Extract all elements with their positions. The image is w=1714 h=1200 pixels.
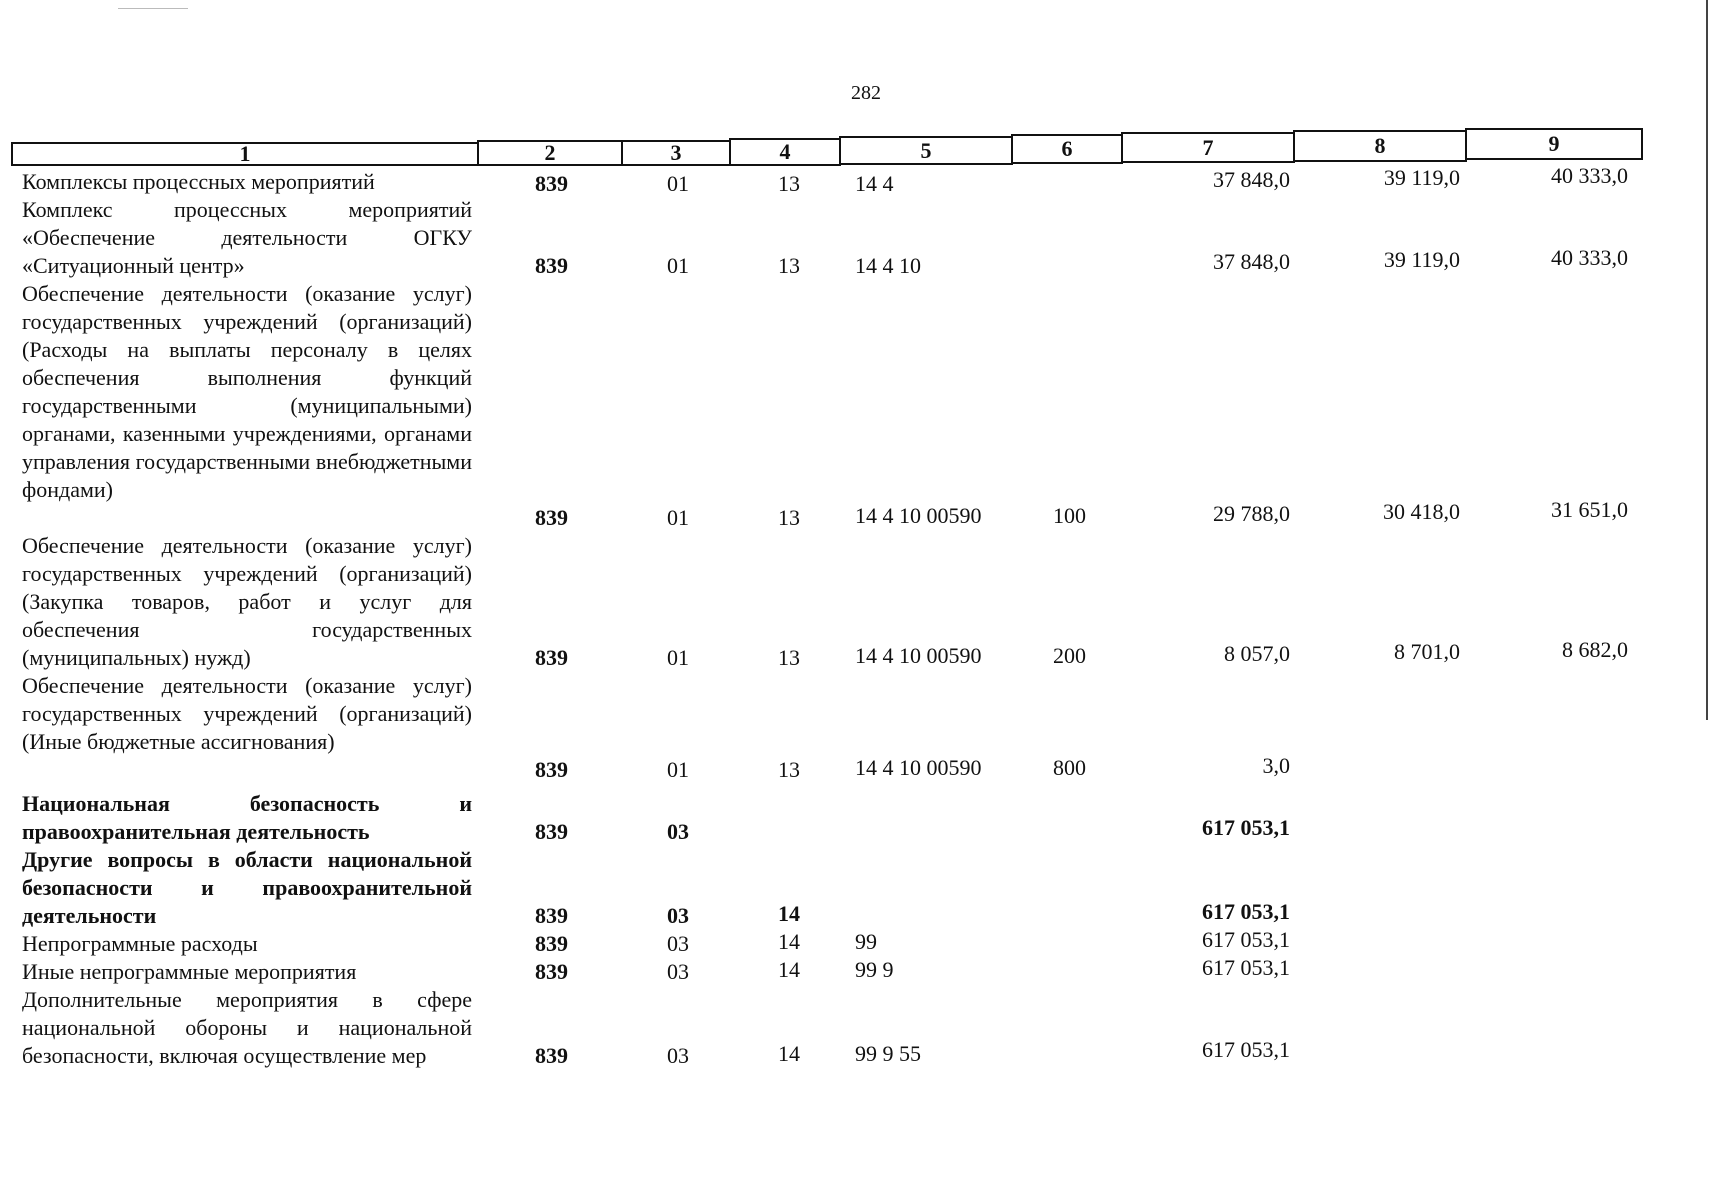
row-col-3: 03 <box>667 819 689 844</box>
row-description: Иные непрограммные мероприятия <box>22 959 357 984</box>
row-col-3: 01 <box>667 645 689 670</box>
row-col-4: 13 <box>778 757 800 782</box>
row-col-4: 13 <box>778 505 800 530</box>
row-description: Национальная безопасность и правоохранительная деятельность <box>22 791 472 844</box>
header-col-2: 2 <box>477 140 623 166</box>
row-col-2: 839 <box>535 171 568 196</box>
row-col-3: 03 <box>667 903 689 928</box>
row-col-2: 839 <box>535 645 568 670</box>
row-col-9: 8 682,0 <box>1562 637 1628 662</box>
row-col-2: 839 <box>535 1043 568 1068</box>
row-col-6: 800 <box>1053 755 1086 780</box>
row-col-2: 839 <box>535 757 568 782</box>
row-col-5: 14 4 10 00590 <box>855 503 982 528</box>
row-col-3: 01 <box>667 505 689 530</box>
row-col-8: 30 418,0 <box>1383 499 1460 524</box>
row-col-3: 03 <box>667 1043 689 1068</box>
row-col-8: 8 701,0 <box>1394 639 1460 664</box>
header-col-9: 9 <box>1465 128 1643 160</box>
row-col-7: 617 053,1 <box>1202 1037 1290 1062</box>
row-col-6: 200 <box>1053 643 1086 668</box>
header-col-1: 1 <box>11 142 479 166</box>
header-col-8: 8 <box>1293 130 1467 162</box>
row-col-4: 14 <box>778 901 800 926</box>
row-description: Комплекс процессных мероприятий «Обеспечение деятельности ОГКУ «Ситуационный центр» <box>22 197 472 278</box>
row-col-5: 14 4 10 00590 <box>855 755 982 780</box>
row-description: Другие вопросы в области национальной безопасности и правоохранительной деятельности <box>22 847 472 928</box>
row-col-3: 01 <box>667 171 689 196</box>
row-col-7: 617 053,1 <box>1202 899 1290 924</box>
row-col-9: 31 651,0 <box>1551 497 1628 522</box>
row-col-2: 839 <box>535 505 568 530</box>
scan-page-edge <box>1706 0 1708 720</box>
row-col-7: 617 053,1 <box>1202 955 1290 980</box>
row-description: Обеспечение деятельности (оказание услуг) государственных учреждений (организаций) (Закупка товаров, работ и услуг для обеспечения государственных (муниципальных) нужд) <box>22 533 472 670</box>
row-col-8: 39 119,0 <box>1383 247 1460 272</box>
row-col-4: 13 <box>778 645 800 670</box>
row-col-4: 13 <box>778 253 800 278</box>
row-col-9: 40 333,0 <box>1551 245 1628 270</box>
row-col-7: 37 848,0 <box>1213 249 1290 274</box>
row-col-2: 839 <box>535 959 568 984</box>
row-col-2: 839 <box>535 253 568 278</box>
row-col-5: 14 4 <box>855 171 894 196</box>
row-description: Комплексы процессных мероприятий <box>22 169 375 194</box>
row-col-7: 617 053,1 <box>1202 815 1290 840</box>
row-col-9: 40 333,0 <box>1551 163 1628 188</box>
row-col-7: 617 053,1 <box>1202 927 1290 952</box>
row-description: Непрограммные расходы <box>22 931 258 956</box>
row-col-7: 3,0 <box>1262 753 1290 778</box>
row-col-5: 14 4 10 <box>855 253 921 278</box>
row-col-2: 839 <box>535 931 568 956</box>
row-col-5: 14 4 10 00590 <box>855 643 982 668</box>
header-col-5: 5 <box>839 136 1013 165</box>
row-col-7: 37 848,0 <box>1213 167 1290 192</box>
row-col-3: 01 <box>667 253 689 278</box>
row-col-8: 39 119,0 <box>1383 165 1460 190</box>
row-col-4: 14 <box>778 1041 800 1066</box>
row-description: Обеспечение деятельности (оказание услуг) государственных учреждений (организаций) (Иные бюджетные ассигнования) <box>22 673 472 754</box>
scan-artifact-line <box>118 8 188 9</box>
row-col-5: 99 9 <box>855 957 894 982</box>
row-col-5: 99 <box>855 929 877 954</box>
page-number: 282 <box>851 82 881 104</box>
row-col-7: 29 788,0 <box>1213 501 1290 526</box>
header-col-4: 4 <box>729 138 841 166</box>
row-col-4: 13 <box>778 171 800 196</box>
row-col-4: 14 <box>778 929 800 954</box>
row-description: Обеспечение деятельности (оказание услуг) государственных учреждений (организаций) (Расходы на выплаты персоналу в целях обеспечения выполнения функций государственными (муниципальными) органами, казенными учреждениями, органами управления государственными внебюджетными фондами) <box>22 281 472 502</box>
row-col-7: 8 057,0 <box>1224 641 1290 666</box>
header-col-6: 6 <box>1011 134 1123 164</box>
row-col-2: 839 <box>535 903 568 928</box>
row-col-3: 03 <box>667 931 689 956</box>
row-col-6: 100 <box>1053 503 1086 528</box>
row-col-3: 03 <box>667 959 689 984</box>
row-col-3: 01 <box>667 757 689 782</box>
row-col-2: 839 <box>535 819 568 844</box>
row-col-5: 99 9 55 <box>855 1041 921 1066</box>
row-col-4: 14 <box>778 957 800 982</box>
row-description: Дополнительные мероприятия в сфере национальной обороны и национальной безопасности, включая осуществление мер <box>22 987 472 1068</box>
header-col-7: 7 <box>1121 132 1295 163</box>
header-col-3: 3 <box>621 140 731 166</box>
